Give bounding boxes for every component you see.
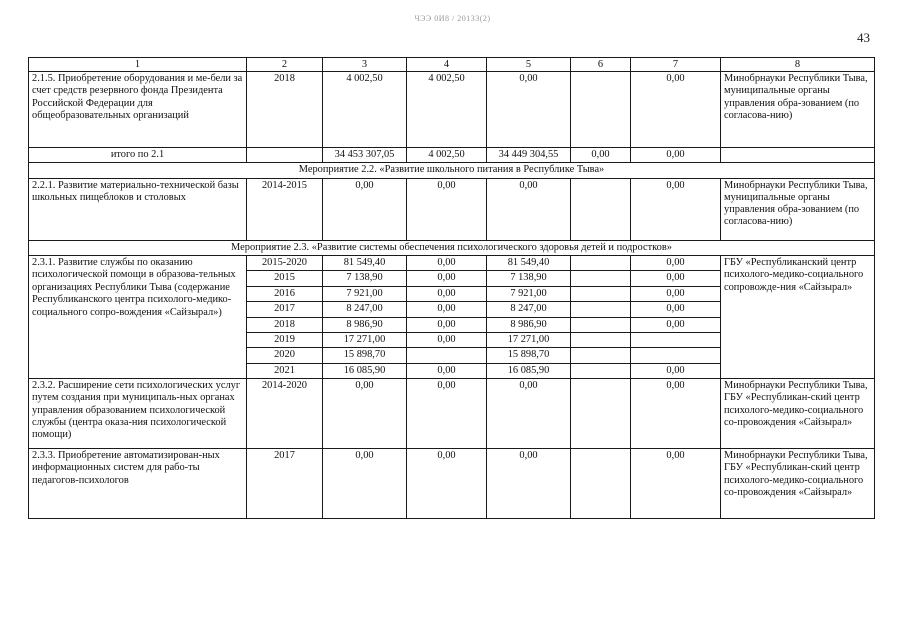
municipal-budget-cell: 0,00	[571, 148, 631, 163]
section-title: Мероприятие 2.3. «Развитие системы обеспечения психологического здоровья детей и подростков»	[29, 240, 875, 255]
total-cell: 81 549,40	[323, 255, 407, 270]
column-number: 5	[487, 58, 571, 72]
republic-budget-cell: 15 898,70	[487, 348, 571, 363]
extra-budget-cell: 0,00	[631, 255, 721, 270]
column-number: 7	[631, 58, 721, 72]
executor-cell: Минобрнауки Республики Тыва, муниципальные органы управления обра-зованием (по согласова-нию)	[721, 178, 875, 240]
republic-budget-cell: 8 247,00	[487, 302, 571, 317]
column-number: 3	[323, 58, 407, 72]
total-cell: 15 898,70	[323, 348, 407, 363]
municipal-budget-cell	[571, 72, 631, 148]
column-number: 2	[247, 58, 323, 72]
municipal-budget-cell	[571, 332, 631, 347]
extra-budget-cell: 0,00	[631, 302, 721, 317]
republic-budget-cell: 0,00	[487, 72, 571, 148]
total-cell: 7 138,90	[323, 271, 407, 286]
total-cell: 7 921,00	[323, 286, 407, 301]
period-cell: 2015	[247, 271, 323, 286]
section-title: Мероприятие 2.2. «Развитие школьного питания в Республике Тыва»	[29, 163, 875, 178]
extra-budget-cell: 0,00	[631, 317, 721, 332]
republic-budget-cell: 16 085,90	[487, 363, 571, 378]
extra-budget-cell: 0,00	[631, 379, 721, 449]
municipal-budget-cell	[571, 178, 631, 240]
extra-budget-cell: 0,00	[631, 72, 721, 148]
federal-budget-cell: 4 002,50	[407, 148, 487, 163]
republic-budget-cell: 8 986,90	[487, 317, 571, 332]
extra-budget-cell	[631, 332, 721, 347]
federal-budget-cell	[407, 348, 487, 363]
republic-budget-cell: 34 449 304,55	[487, 148, 571, 163]
federal-budget-cell: 4 002,50	[407, 72, 487, 148]
period-cell: 2014-2015	[247, 178, 323, 240]
column-number: 8	[721, 58, 875, 72]
municipal-budget-cell	[571, 317, 631, 332]
activity-description: 2.1.5. Приобретение оборудования и ме-бели за счет средств резервного фонда Президента Российской Федерации для общеобразовательных организаций	[29, 72, 247, 148]
executor-cell	[721, 148, 875, 163]
column-number: 6	[571, 58, 631, 72]
column-number: 4	[407, 58, 487, 72]
republic-budget-cell: 0,00	[487, 178, 571, 240]
federal-budget-cell: 0,00	[407, 255, 487, 270]
republic-budget-cell: 0,00	[487, 449, 571, 519]
municipal-budget-cell	[571, 363, 631, 378]
republic-budget-cell: 7 138,90	[487, 271, 571, 286]
federal-budget-cell: 0,00	[407, 286, 487, 301]
period-cell: 2017	[247, 449, 323, 519]
extra-budget-cell: 0,00	[631, 363, 721, 378]
total-cell: 8 986,90	[323, 317, 407, 332]
column-number-row	[29, 58, 875, 72]
table-row-2-1-5	[29, 72, 875, 148]
municipal-budget-cell	[571, 271, 631, 286]
municipal-budget-cell	[571, 255, 631, 270]
federal-budget-cell: 0,00	[407, 379, 487, 449]
republic-budget-cell: 7 921,00	[487, 286, 571, 301]
period-cell: 2019	[247, 332, 323, 347]
municipal-budget-cell	[571, 449, 631, 519]
executor-cell: ГБУ «Республиканский центр психолого-медико-социального сопровожде-ния «Сайзырал»	[721, 255, 875, 378]
total-cell: 0,00	[323, 449, 407, 519]
total-cell: 0,00	[323, 379, 407, 449]
period-cell: 2014-2020	[247, 379, 323, 449]
period-cell: 2020	[247, 348, 323, 363]
document-header-mark: ЧЭЭ 0И8 / 20133(2)	[414, 14, 491, 23]
extra-budget-cell: 0,00	[631, 271, 721, 286]
activity-description: 2.3.2. Расширение сети психологических услуг путем создания при муниципаль-ных органах управления образованием психологической службы (центра оказа-ния психологической помощи)	[29, 379, 247, 449]
column-number: 1	[29, 58, 247, 72]
total-cell: 4 002,50	[323, 72, 407, 148]
republic-budget-cell: 81 549,40	[487, 255, 571, 270]
table-row-2-3-3	[29, 449, 875, 519]
extra-budget-cell	[631, 348, 721, 363]
table-row-2-2-1	[29, 178, 875, 240]
executor-cell: Минобрнауки Республики Тыва, ГБУ «Республикан-ский центр психолого-медико-социального со-провождения «Сайзырал»	[721, 449, 875, 519]
section-heading-2-3	[29, 240, 875, 255]
total-label: итого по 2.1	[29, 148, 247, 163]
total-cell: 16 085,90	[323, 363, 407, 378]
period-cell: 2018	[247, 72, 323, 148]
federal-budget-cell: 0,00	[407, 302, 487, 317]
period-cell: 2018	[247, 317, 323, 332]
section-heading-2-2	[29, 163, 875, 178]
period-cell: 2017	[247, 302, 323, 317]
period-cell: 2015-2020	[247, 255, 323, 270]
program-table	[28, 57, 875, 519]
republic-budget-cell: 0,00	[487, 379, 571, 449]
extra-budget-cell: 0,00	[631, 148, 721, 163]
municipal-budget-cell	[571, 348, 631, 363]
municipal-budget-cell	[571, 379, 631, 449]
municipal-budget-cell	[571, 286, 631, 301]
extra-budget-cell: 0,00	[631, 449, 721, 519]
table-row-2-3-2	[29, 379, 875, 449]
page-number: 43	[857, 30, 870, 45]
executor-cell: Минобрнауки Республики Тыва, ГБУ «Республикан-ский центр психолого-медико-социального со-провождения «Сайзырал»	[721, 379, 875, 449]
activity-description: 2.3.1. Развитие службы по оказанию психологической помощи в образова-тельных организациях Республики Тыва (содержание Республиканского центра психолого-медико-социального сопро-вождения «Сайзырал»)	[29, 255, 247, 378]
table-row-2-3-1	[29, 255, 875, 270]
total-cell: 34 453 307,05	[323, 148, 407, 163]
extra-budget-cell: 0,00	[631, 286, 721, 301]
federal-budget-cell: 0,00	[407, 178, 487, 240]
municipal-budget-cell	[571, 302, 631, 317]
table-row-total-2-1	[29, 148, 875, 163]
period-cell: 2021	[247, 363, 323, 378]
federal-budget-cell: 0,00	[407, 332, 487, 347]
activity-description: 2.2.1. Развитие материально-технической базы школьных пищеблоков и столовых	[29, 178, 247, 240]
activity-description: 2.3.3. Приобретение автоматизирован-ных информационных систем для рабо-ты педагогов-психологов	[29, 449, 247, 519]
total-cell: 17 271,00	[323, 332, 407, 347]
federal-budget-cell: 0,00	[407, 449, 487, 519]
period-cell: 2016	[247, 286, 323, 301]
total-cell: 8 247,00	[323, 302, 407, 317]
republic-budget-cell: 17 271,00	[487, 332, 571, 347]
federal-budget-cell: 0,00	[407, 317, 487, 332]
period-cell	[247, 148, 323, 163]
executor-cell: Минобрнауки Республики Тыва, муниципальные органы управления обра-зованием (по согласова-нию)	[721, 72, 875, 148]
extra-budget-cell: 0,00	[631, 178, 721, 240]
federal-budget-cell: 0,00	[407, 363, 487, 378]
federal-budget-cell: 0,00	[407, 271, 487, 286]
total-cell: 0,00	[323, 178, 407, 240]
